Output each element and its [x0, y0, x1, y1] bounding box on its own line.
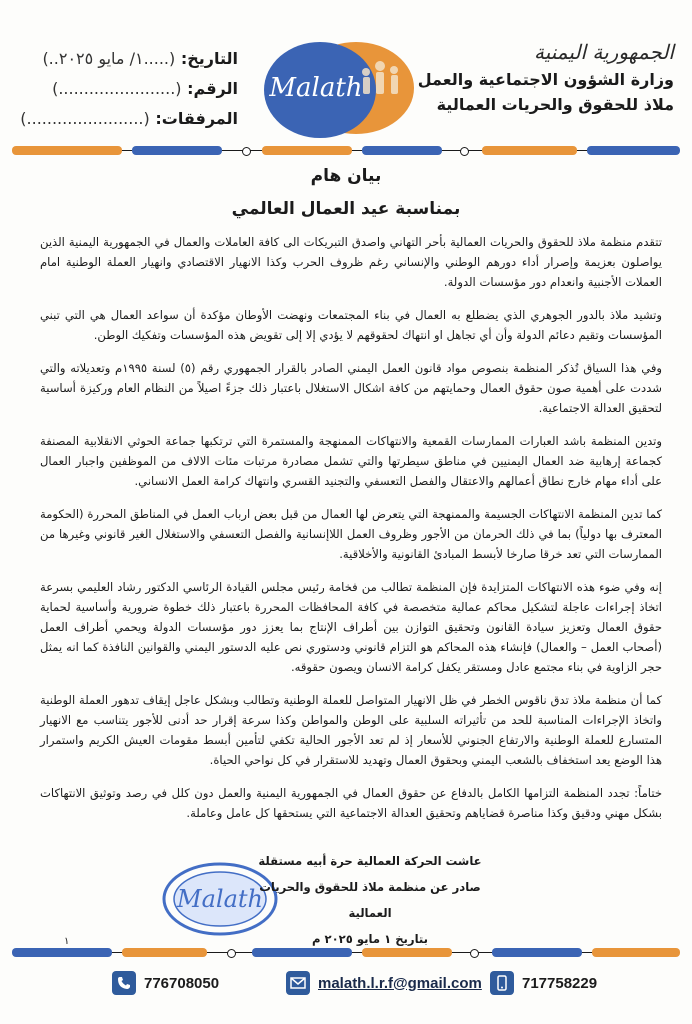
stamp-text: Malath: [177, 885, 263, 913]
attachments-value: (.......................): [20, 109, 150, 128]
paragraph-3: وفي هذا السياق تُذكر المنظمة بنصوص مواد قانون العمل اليمني الصادر بالقرار الجمهوري رقم (٥) لسنة ١٩٩٥م وتعديلاته والتي شددت على أهمية صون حقوق العمال وحمايتهم من كافة اشكال الاستغلال باعتبار ذلك جزءً اصيلاً من النظام العام وركيزة أساسية لتحقيق العدالة الاجتماعية.: [40, 361, 663, 415]
number-label: الرقم:: [187, 79, 238, 98]
paragraph-6: إنه وفي ضوء هذه الانتهاكات المتزايدة فإن المنظمة تطالب من فخامة رئيس مجلس القيادة الرئاسي الدكتور رشاد العليمي بسرعة اتخاذ إجراءات عاجلة لتشكيل محاكم عمالية متخصصة في كافة المحافظات المحررة باعتبار ذلك خطوة ضرورية وأساسية لحماية حقوق العمال وتعزيز سيادة القانون وتحقيق التوازن بين أطراف الإنتاج بما يعزز دور مؤسسات الدولة ويحمي أطراف العمل (أصحاب العمل – والعمال) فإنشاء هذه المحاكم هو التزام قانوني ودستوري نص عليه الدستور اليمني والقوانين النافذة كما انه يمثل حجر الزاوية في بناء مجتمع عادل ومستقر يكفل كرامة الانسان ويصون حقوقه.: [40, 580, 662, 674]
paragraph-8: ختاماً: تجدد المنظمة التزامها الكامل بالدفاع عن حقوق العمال في الجمهورية اليمنية والعمل دون كلل في رصد وتوثيق الانتهاكات بشكل مهني ودقيق وكذا مناصرة قضاياهم وتحقيق العدالة الاجتماعية التي يستحقها كل عامل وعاملة.: [40, 786, 662, 820]
reference-fields: [18, 44, 238, 134]
closing-date: بتاريخ ١ مايو ٢٠٢٥ م: [311, 932, 429, 946]
paragraph-4: وتدين المنظمة باشد العبارات الممارسات القمعية والانتهاكات الممنهجة والمستمرة التي ترتكبها جماعة الحوثي الانقلابية المصنفة كجماعة إرهابية ضد العمال اليمنيين في مناطق سيطرتها والتي تشمل مصادرة مرتبات مئات الالاف من الموظفين واجبار العمال على أداء مهام خارج نطاق أعمالهم والاعتقال والفصل التعسفي والتجنيد القسري وانتهاك كرامة العمل الانساني.: [40, 434, 662, 488]
paragraph-2: وتشيد ملاذ بالدور الجوهري الذي يضطلع به العمال في بناء المجتمعات ونهضت الأوطان مؤكدة أن سواعد العمال هي التي تبني المؤسسات وتقيم دعائم الدولة وأن أي تجاهل او انتهاك لحقوقهم لا يؤدي إلا إلى تقويض هذه المؤسسات وتفكيك الوطن.: [40, 308, 662, 342]
date-row: [18, 44, 238, 74]
closing-slogan: عاشت الحركة العمالية حرة أبيه مستقلة: [258, 854, 482, 868]
phone-number-1[interactable]: 776708050: [144, 974, 220, 992]
email-icon: [286, 971, 310, 995]
paragraph-5: كما تدين المنظمة الانتهاكات الجسيمة والممنهجة التي يتعرض لها العمال من قبل بعض ارباب العمل في المناطق المحررة (الحكومة المعترف بها دولياً) بما في ذلك الحرمان من الأجور وظروف العمل اللاإنسانية والفصل التعسفي والاستغلال الغير قانوني وغيرها من الممارسات التي تعد خرقا صارخا لأبسط المبادئ القانونية والأخلاقية.: [40, 507, 662, 561]
phone-icon: [112, 971, 136, 995]
number-row: [18, 74, 238, 104]
page-mark: ١: [64, 936, 70, 947]
statement-subtitle: بمناسبة عيد العمال العالمي: [231, 199, 461, 219]
date-label: التاريخ:: [180, 49, 238, 68]
org-name: ملاذ للحقوق والحريات العمالية: [436, 95, 674, 114]
date-value: (.....١/ مايو ٢٠٢٥..): [42, 49, 176, 68]
email-contact: [286, 970, 482, 996]
phone-number-2[interactable]: 717758229: [522, 974, 598, 992]
paragraph-7: كما أن منظمة ملاذ تدق ناقوس الخطر في ظل الانهيار المتواصل للعملة الوطنية وتطالب وبشكل عاجل إيقاف تدهور العملة الوطنية واتخاذ الإجراءات المناسبة للحد من تأثيراته السلبية على الوطن والمواطن وكذا سرعة إقرار حد أدنى للأجور يتناسب مع الانهيار المتسارع للعملة الوطنية والارتفاع الجنوني للأسعار إذ لم تعد الأجور الحالية تكفي لتأمين أبسط مقومات العيش الكريم واستمرار هذا الوضع يعد استخفاف بالشعب اليمني وبحقوق العمال وتهديد للاستقرار في كل نواحي الحياة.: [40, 693, 662, 767]
email-address[interactable]: malath.l.r.f@gmail.com: [318, 974, 482, 992]
statement-title: بيان هام: [310, 166, 382, 186]
phone-contact-1: [112, 970, 219, 996]
paragraph-1: تتقدم منظمة ملاذ للحقوق والحريات العمالية بأحر التهاني واصدق التبريكات الى كافة العاملات والعمال في الجمهورية اليمنية الذين يواصلون بعزيمة وإصرار أداء دورهم الوطني والإنساني رغم ظروف الحرب وكذا الانهيار الاقتصادي وانهيار العملة الوطنية امام العملات الأجنبية وانعدام دور مؤسسات الدولة.: [40, 235, 662, 289]
header-divider: [12, 146, 680, 155]
mobile-phone-icon: [490, 971, 514, 995]
closing-block: [250, 848, 490, 952]
closing-issuer: صادر عن منظمة ملاذ للحقوق والحريات العمالية: [259, 880, 481, 920]
number-value: (.......................): [52, 79, 182, 98]
attachments-row: [18, 104, 238, 134]
contact-footer: [0, 964, 692, 1004]
malath-logo: [262, 32, 422, 140]
statement-body: [40, 232, 662, 836]
attachments-label: المرفقات:: [155, 109, 238, 128]
phone-contact-2: [490, 970, 597, 996]
org-header: [414, 40, 674, 114]
logo-text: Malath: [269, 73, 363, 103]
republic-name: الجمهورية اليمنية: [533, 40, 674, 64]
ministry-name: وزارة الشؤون الاجتماعية والعمل: [417, 70, 674, 89]
